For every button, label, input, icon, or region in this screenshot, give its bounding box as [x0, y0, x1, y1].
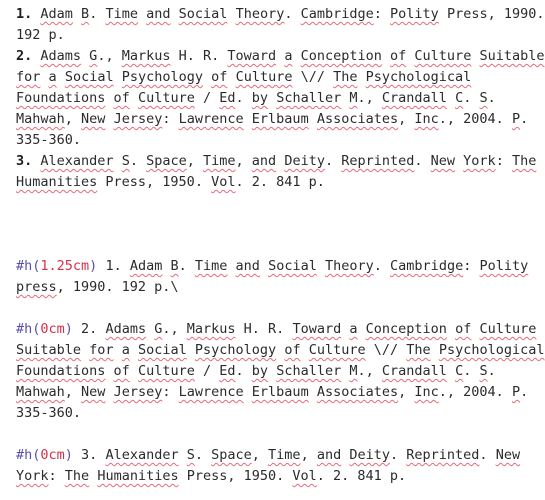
editor-line[interactable]: [16, 298, 536, 319]
editor-line[interactable]: 192 p.: [16, 27, 65, 43]
editor-line[interactable]: [16, 214, 536, 235]
editor-line[interactable]: 335-360.: [16, 132, 82, 148]
editor-line[interactable]: Suitable for a Social Psychology of Culture \// The Psychological: [16, 342, 545, 358]
editor-line[interactable]: Mahwah, New Jersey: Lawrence Erlbaum Associates, Inc., 2004. P.: [16, 384, 529, 400]
editor-line[interactable]: [16, 235, 536, 256]
editor-line[interactable]: #h(1.25cm) 1. Adam B. Time and Social Theory. Cambridge: Polity: [16, 258, 529, 274]
editor-line[interactable]: 2. Adams G., Markus H. R. Toward a Conception of Culture Suitable: [16, 48, 545, 64]
editor-line[interactable]: 3. Alexander S. Space, Time, and Deity. Reprinted. New York: The: [16, 153, 537, 169]
editor-line[interactable]: press, 1990. 192 p.\: [16, 279, 179, 295]
editor-line[interactable]: Foundations of Culture / Ed. by Schaller M., Crandall C. S.: [16, 363, 496, 379]
editor-line[interactable]: 1. Adam B. Time and Social Theory. Cambridge: Polity Press, 1990.: [16, 6, 545, 22]
editor-line[interactable]: Foundations of Culture / Ed. by Schaller M., Crandall C. S.: [16, 90, 496, 106]
editor-lines: [16, 4, 545, 487]
editor-line[interactable]: #h(0cm) 3. Alexander S. Space, Time, and Deity. Reprinted. New: [16, 447, 521, 463]
editor-line[interactable]: for a Social Psychology of Culture \// The Psychological: [16, 69, 472, 85]
editor-line[interactable]: #h(0cm) 2. Adams G., Markus H. R. Toward a Conception of Culture: [16, 321, 537, 337]
editor-line[interactable]: [16, 193, 536, 214]
editor-line[interactable]: Humanities Press, 1950. Vol. 2. 841 p.: [16, 174, 325, 190]
editor-line[interactable]: Mahwah, New Jersey: Lawrence Erlbaum Associates, Inc., 2004. P.: [16, 111, 529, 127]
editor-line[interactable]: York: The Humanities Press, 1950. Vol. 2. 841 p.: [16, 468, 407, 484]
editor-line[interactable]: [16, 424, 536, 445]
editor-line[interactable]: 335-360.: [16, 405, 82, 421]
